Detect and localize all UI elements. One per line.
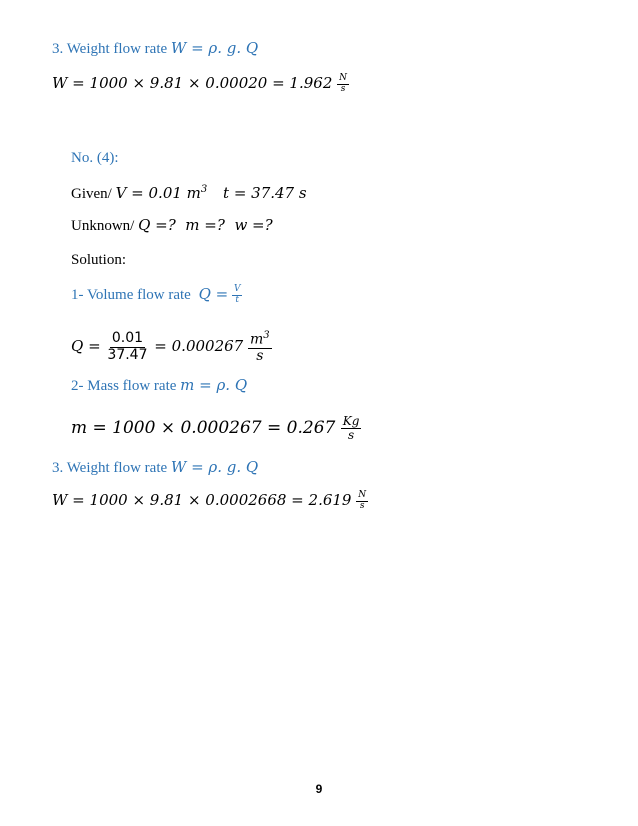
weight-flow-calc-1-expr: W = 1000 × 9.81 × 0.00020 = 1.962	[52, 74, 333, 92]
unit-denominator: s	[340, 83, 346, 94]
weight-flow-unit-1	[337, 74, 349, 95]
unit-s: s	[347, 428, 355, 443]
given-label: Given/	[71, 186, 112, 202]
given-volume-exp: 3	[200, 184, 208, 195]
unit-exp: 3	[263, 330, 270, 341]
unit-numerator: N	[339, 72, 348, 83]
given-time: t = 37.47 s	[223, 184, 307, 202]
step2-formula: m = ρ. Q	[180, 376, 248, 394]
unit-m: m	[250, 331, 264, 348]
step2-heading	[71, 375, 247, 396]
step1-heading	[71, 284, 242, 306]
weight-flow-calc-2-expr: W = 1000 × 9.81 × 0.0002668 = 2.619	[52, 491, 352, 509]
step1-formula-lhs: Q =	[198, 285, 229, 303]
unknown-vars: Q =? m =? w =?	[138, 216, 273, 234]
weight-flow-formula-1: W = ρ. g. Q	[170, 39, 259, 57]
step2-label: 2- Mass flow rate	[71, 378, 177, 394]
step1-label: 1- Volume flow rate	[71, 287, 191, 303]
weight-flow-heading-2	[52, 457, 258, 478]
given-volume-text: V = 0.01 m	[115, 184, 201, 202]
problem-heading: No. (4):	[71, 150, 119, 166]
weight-flow-label-1: 3. Weight flow rate	[52, 41, 168, 57]
weight-flow-label-2: 3. Weight flow rate	[52, 460, 168, 476]
step1-calc	[71, 330, 272, 364]
step2-calc-expr: m = 1000 × 0.000267 = 0.267	[71, 418, 336, 439]
solution-label: Solution:	[71, 252, 127, 268]
unknown-line	[71, 215, 273, 236]
step1-calc-frac	[105, 331, 149, 363]
given-line	[71, 180, 307, 204]
weight-flow-heading-1	[52, 38, 258, 59]
step1-calc-lhs: Q =	[71, 337, 101, 356]
volume-numerator: V	[233, 284, 241, 295]
unit-kg: Kg	[342, 414, 360, 428]
unknown-label: Unknown/	[71, 218, 135, 234]
given-volume	[116, 184, 208, 202]
page-number: 9	[315, 782, 323, 796]
calc-numerator: 0.01	[111, 330, 144, 347]
calc-denominator: 37.47	[107, 346, 148, 363]
unit-numerator: N	[358, 489, 367, 500]
step1-calc-result: = 0.000267	[154, 337, 244, 356]
weight-flow-formula-2: W = ρ. g. Q	[170, 458, 259, 476]
time-denominator: t	[235, 295, 240, 306]
unit-s: s	[256, 348, 264, 365]
unit-denominator: s	[359, 500, 365, 511]
weight-flow-calc-1	[52, 73, 349, 94]
weight-flow-unit-2	[356, 491, 368, 512]
step1-calc-unit	[248, 330, 272, 364]
step1-formula-frac	[232, 285, 243, 306]
step2-calc	[71, 415, 361, 442]
weight-flow-calc-2	[52, 490, 368, 511]
step2-calc-unit	[341, 415, 362, 442]
